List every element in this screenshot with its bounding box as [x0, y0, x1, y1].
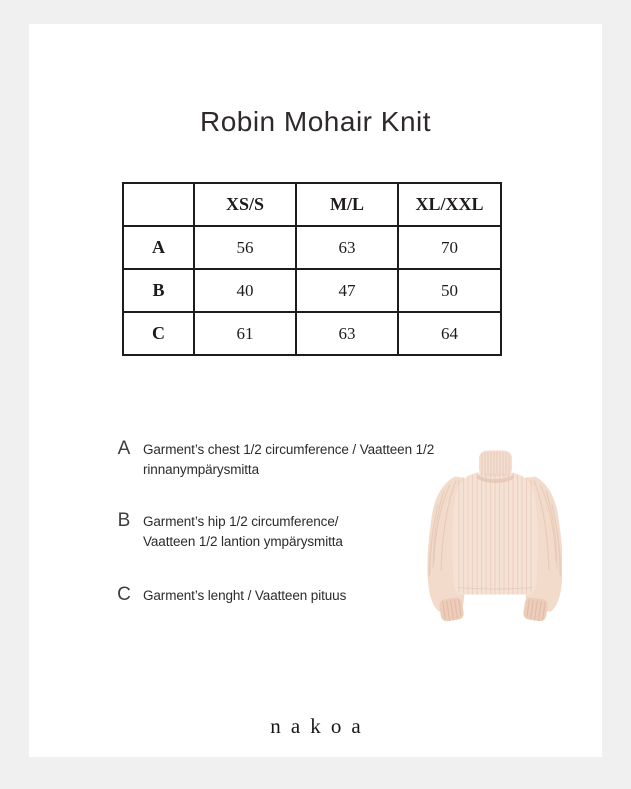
- legend-item-c: [113, 584, 346, 606]
- size-table-corner-cell: [123, 183, 194, 226]
- measurement-cell: 50: [398, 269, 501, 312]
- legend-text-line: rinnanympärysmitta: [143, 462, 259, 477]
- size-table-col-xl-xxl: XL/XXL: [398, 183, 501, 226]
- sweater-image: [425, 448, 562, 624]
- size-guide-card: [29, 24, 602, 757]
- measurement-cell: 63: [296, 312, 398, 355]
- row-label-a: A: [123, 226, 194, 269]
- legend-item-b: [113, 510, 343, 552]
- size-table-col-xs-s: XS/S: [194, 183, 296, 226]
- measurement-cell: 56: [194, 226, 296, 269]
- measurement-cell: 61: [194, 312, 296, 355]
- size-table-header-row: [123, 183, 501, 226]
- row-label-b: B: [123, 269, 194, 312]
- legend-text-line: Garment’s hip 1/2 circumference/: [143, 514, 339, 529]
- measurement-cell: 47: [296, 269, 398, 312]
- measurement-cell: 64: [398, 312, 501, 355]
- measurement-cell: 70: [398, 226, 501, 269]
- legend-item-a: [113, 438, 434, 480]
- measurement-cell: 63: [296, 226, 398, 269]
- size-table: [122, 182, 502, 356]
- table-row-a: [123, 226, 501, 269]
- row-label-c: C: [123, 312, 194, 355]
- product-photo: [425, 448, 562, 624]
- page-title: Robin Mohair Knit: [199, 106, 432, 137]
- table-row-b: [123, 269, 501, 312]
- legend-letter-c: C: [117, 584, 131, 605]
- size-table-col-m-l: M/L: [296, 183, 398, 226]
- measurement-cell: 40: [194, 269, 296, 312]
- legend-text-line: Garment’s chest 1/2 circumference / Vaatteen 1/2: [143, 442, 435, 457]
- legend-letter-b: B: [117, 510, 131, 531]
- legend-text-line: Garment’s lenght / Vaatteen pituus: [143, 588, 347, 603]
- brand-logo: nakoa: [270, 714, 371, 738]
- table-row-c: [123, 312, 501, 355]
- legend-letter-a: A: [117, 438, 131, 459]
- legend-text-line: Vaatteen 1/2 lantion ympärysmitta: [143, 534, 343, 549]
